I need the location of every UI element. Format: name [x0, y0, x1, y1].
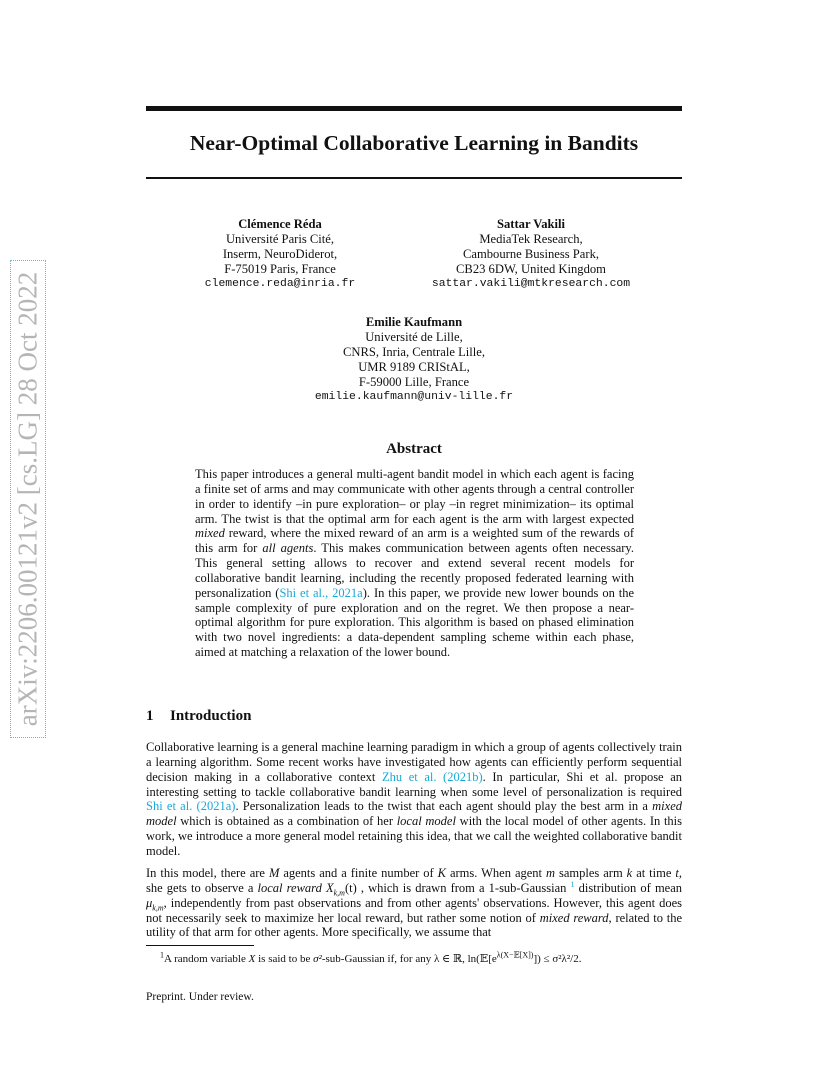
math-symbol: t — [675, 866, 679, 880]
math-symbol: X — [248, 953, 256, 965]
abstract-heading: Abstract — [386, 441, 442, 457]
body-emphasis: mixed reward — [539, 910, 609, 925]
title-top-rule — [146, 106, 682, 111]
affiliation-line: Université de Lille, — [365, 330, 463, 344]
author-block-vakili — [402, 217, 660, 292]
abstract-text: This paper introduces a general multi-agent bandit model in which each agent is facing a finite set of arms and may communicate with other agents through a central controller in order to identify –in pure exploration– or play –in regret minimization– its optimal arm. The twist is that the optimal arm for each agent is the arm with largest expected — [195, 467, 634, 526]
affiliation-line: CB23 6DW, United Kingdom — [456, 262, 606, 276]
author-name: Clémence Réda — [238, 217, 322, 231]
math-superscript: λ(X−𝔼[X]) — [496, 950, 534, 960]
footnote-text: A random variable — [164, 953, 249, 965]
math-symbol: K — [437, 866, 446, 880]
footnote — [146, 950, 682, 966]
affiliation-line: F-75019 Paris, France — [224, 262, 336, 276]
affiliation-line: CNRS, Inria, Centrale Lille, — [343, 345, 485, 359]
body-text: arms. When agent — [446, 866, 546, 880]
footnote-rule — [146, 945, 254, 946]
math-symbol: X — [325, 880, 334, 895]
math-symbol: (t) — [344, 880, 357, 895]
body-text: samples arm — [555, 866, 627, 880]
affiliation-line: Inserm, NeuroDiderot, — [222, 247, 338, 261]
section-title: Introduction — [170, 708, 252, 724]
body-text: In this model, there are — [146, 866, 269, 880]
body-text: , which is drawn from a 1-sub-Gaussian — [356, 880, 571, 895]
abstract-text: . This makes communication between agents often necessary. This general setting allows to recover and extend several recent models for collaborative bandit learning, including the recently proposed federated learning with personalization ( — [195, 541, 634, 600]
body-text: Collaborative learning is a general machine learning paradigm in which a group of agents collectively train a learning algorithm. Some recent works have investigated how agents can efficiently perform sequential decision making in a collaborative context — [146, 740, 682, 784]
math-symbol: μ — [146, 895, 153, 910]
arxiv-id[interactable]: arXiv:2206.00121v2 [cs.LG] 28 Oct 2022 — [12, 271, 43, 727]
footnote-marker[interactable]: 1 — [570, 879, 575, 889]
abstract-text: reward, where the mixed reward of an arm is a weighted sum of the rewards of this arm for — [195, 526, 634, 556]
abstract-text: ). In this paper, we provide new lower bounds on the sample complexity of pure exploration and on the regret. We then propose a near-optimal algorithm for pure exploration. This algorithm is based on phased elimination with two novel ingredients: a data-dependent sampling scheme within each phase, aimed at matching a relaxation of the lower bound. — [195, 585, 635, 660]
body-text: . Personalization leads to the twist that each agent should play the best arm in a — [235, 799, 653, 814]
math-expression: ]) ≤ σ²λ²/2. — [533, 953, 582, 965]
body-emphasis: local model — [396, 814, 456, 829]
body-emphasis: mixed model — [146, 799, 682, 829]
math-subscript: k,m — [152, 903, 164, 913]
abstract-body — [195, 467, 634, 660]
abstract-emphasis: mixed — [195, 526, 225, 541]
abstract-emphasis: all agents — [262, 541, 314, 556]
body-text: , independently from past observations and from other agents' observations. However, this agent does not necessarily seek to maximize her local reward, but rather some notion of — [146, 895, 682, 925]
affiliation-line: MediaTek Research, — [479, 232, 583, 246]
preprint-notice: Preprint. Under review. — [146, 991, 254, 1003]
intro-paragraph-2 — [146, 866, 682, 940]
intro-paragraph-1 — [146, 740, 682, 859]
author-block-reda — [190, 217, 370, 292]
body-text: , related to the utility of that arm for other agents. More specifically, we assume that — [146, 910, 682, 940]
footnote-text: is said to be — [255, 953, 314, 965]
author-name: Emilie Kaufmann — [365, 315, 463, 329]
paper-title: Near-Optimal Collaborative Learning in Bandits — [189, 131, 639, 155]
section-heading — [146, 708, 251, 725]
author-block-kaufmann — [280, 315, 548, 405]
footnote-text: -sub-Gaussian if, for any — [321, 953, 434, 965]
math-symbol: k — [626, 866, 633, 880]
math-symbol: m — [546, 866, 556, 880]
citation-link[interactable]: Shi et al., 2021a — [279, 585, 363, 600]
arxiv-stamp — [4, 260, 52, 738]
body-text: distribution of mean — [574, 880, 683, 895]
body-text: agents and a finite number of — [279, 866, 438, 880]
author-email[interactable]: clemence.reda@inria.fr — [204, 278, 356, 290]
affiliation-line: Cambourne Business Park, — [462, 247, 600, 261]
body-emphasis: local reward — [257, 880, 322, 895]
math-expression: λ ∈ ℝ, ln(𝔼[e — [433, 953, 497, 965]
footnote-number: 1 — [160, 950, 164, 960]
body-text: with the local model of other agents. In this work, we introduce a more general model retaining this idea, that we call the weighted collaborative bandit model. — [146, 814, 683, 858]
affiliation-line: Université Paris Cité, — [225, 232, 335, 246]
affiliation-line: F-59000 Lille, France — [358, 375, 470, 389]
math-symbol: σ² — [313, 953, 322, 965]
author-email[interactable]: emilie.kaufmann@univ-lille.fr — [314, 391, 514, 403]
section-number: 1 — [146, 708, 154, 724]
title-bottom-rule — [146, 177, 682, 179]
body-text: . In particular, Shi et al. propose an interesting setting to tackle collaborative bandit learning when some level of personalization is required — [146, 769, 682, 799]
affiliation-line: UMR 9189 CRIStAL, — [358, 360, 470, 374]
citation-link[interactable]: Zhu et al. (2021b) — [381, 769, 483, 784]
math-subscript: k,m — [333, 888, 345, 898]
body-text: , she gets to observe a — [146, 866, 682, 895]
math-symbol: M — [268, 866, 280, 880]
body-text: which is obtained as a combination of her — [176, 814, 397, 829]
citation-link[interactable]: Shi et al. (2021a) — [146, 799, 236, 814]
body-text: at time — [632, 866, 676, 880]
author-name: Sattar Vakili — [496, 217, 565, 231]
author-email[interactable]: sattar.vakili@mtkresearch.com — [431, 278, 631, 290]
